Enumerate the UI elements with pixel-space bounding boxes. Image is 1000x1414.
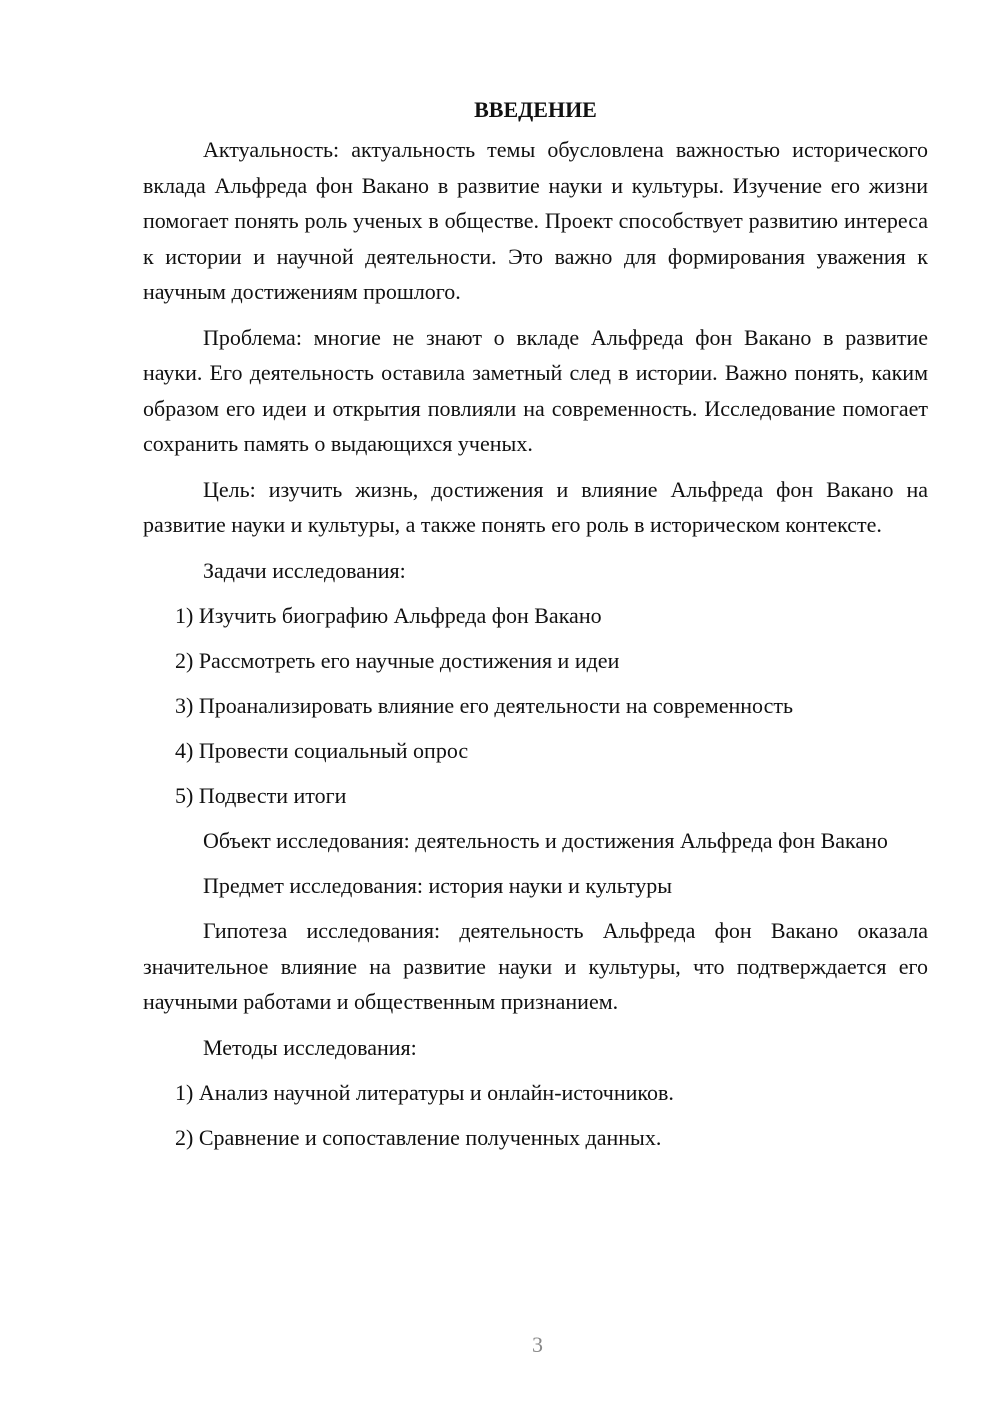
tasks-heading: Задачи исследования: bbox=[203, 557, 406, 583]
list-item: 4) Провести социальный опрос bbox=[175, 737, 469, 763]
methods-heading: Методы исследования: bbox=[203, 1034, 417, 1060]
document-page bbox=[143, 92, 928, 1165]
list-item: 1) Анализ научной литературы и онлайн-источников. bbox=[175, 1079, 674, 1105]
page-title: ВВЕДЕНИЕ bbox=[474, 97, 597, 122]
list-item: 3) Проанализировать влияние его деятельности на современность bbox=[175, 692, 793, 718]
paragraph-problem: Проблема: многие не знают о вкладе Альфреда фон Вакано в развитие науки. Его деятельность оставила заметный след в истории. Важно понять, каким образом его идеи и открытия повлияли на современность. Исследование помогает сохранить память о выдающихся ученых. bbox=[143, 324, 928, 456]
paragraph-subject: Предмет исследования: история науки и культуры bbox=[203, 873, 673, 898]
page-number: 3 bbox=[532, 1332, 543, 1357]
paragraph-hypothesis: Гипотеза исследования: деятельность Альфреда фон Вакано оказала значительное влияние на развитие науки и культуры, что подтверждается его научными работами и общественным признанием. bbox=[143, 918, 928, 1014]
list-item: 2) Сравнение и сопоставление полученных данных. bbox=[175, 1124, 662, 1150]
list-item: 1) Изучить биографию Альфреда фон Вакано bbox=[175, 602, 602, 628]
tasks-list bbox=[143, 598, 928, 814]
paragraph-object: Объект исследования: деятельность и достижения Альфреда фон Вакано bbox=[203, 827, 888, 853]
list-item: 5) Подвести итоги bbox=[175, 782, 347, 808]
methods-list bbox=[143, 1075, 928, 1156]
list-item: 2) Рассмотреть его научные достижения и идеи bbox=[175, 647, 620, 673]
paragraph-relevance: Актуальность: актуальность темы обусловлена важностью исторического вклада Альфреда фон Вакано в развитие науки и культуры. Изучение его жизни помогает понять роль ученых в обществе. Проект способствует развитию интереса к истории и научной деятельности. Это важно для формирования уважения к научным достижениям прошлого. bbox=[143, 137, 928, 304]
paragraph-goal: Цель: изучить жизнь, достижения и влияние Альфреда фон Вакано на развитие науки и культуры, а также понять его роль в историческом контексте. bbox=[143, 476, 928, 537]
